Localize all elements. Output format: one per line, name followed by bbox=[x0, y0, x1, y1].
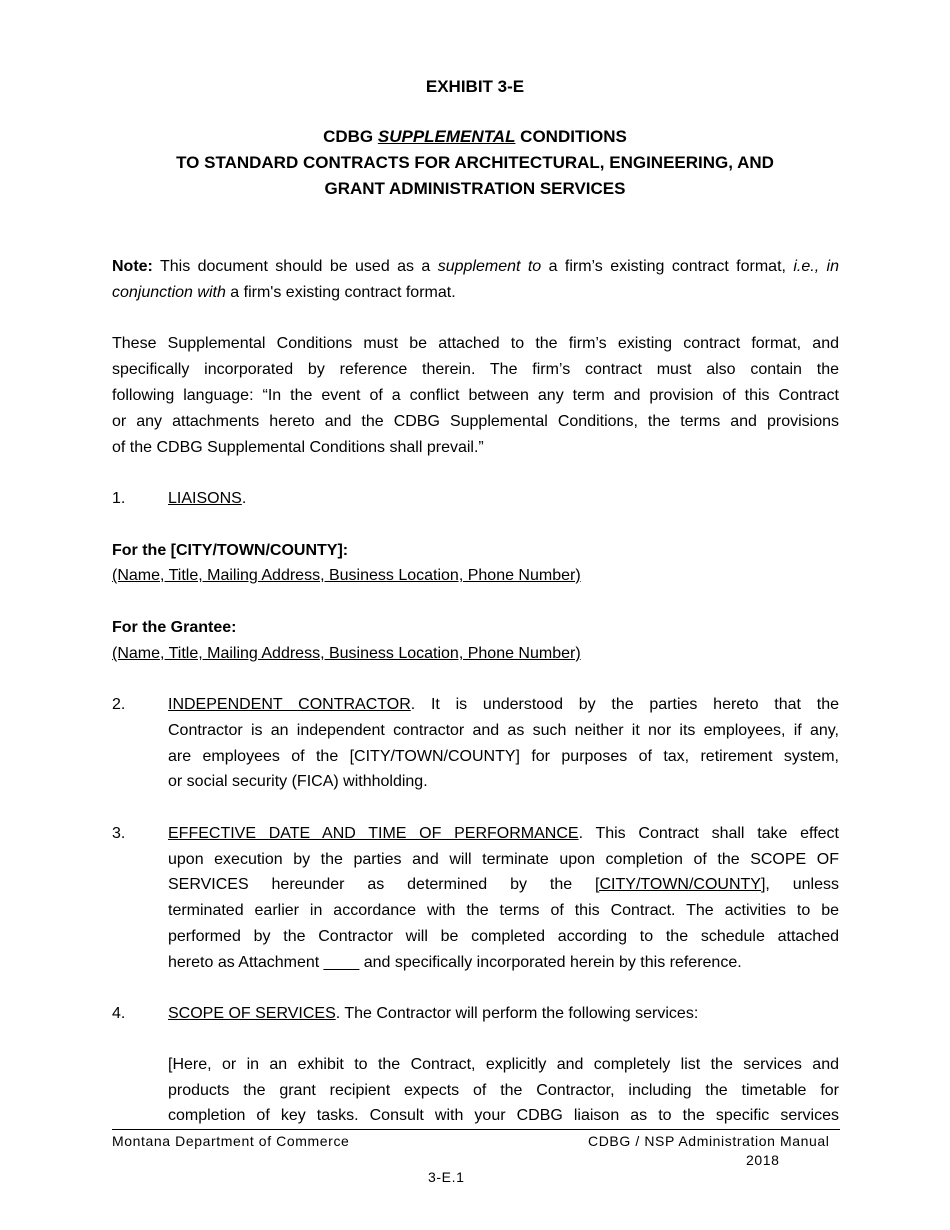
note-label: Note: bbox=[112, 258, 153, 275]
exhibit-heading: EXHIBIT 3-E bbox=[425, 77, 525, 96]
section-2-number: 2. bbox=[112, 696, 126, 713]
grantee-label: For the Grantee: bbox=[112, 619, 237, 636]
supplemental-word: SUPPLEMENTAL bbox=[377, 127, 516, 146]
title-line-3: GRANT ADMINISTRATION SERVICES bbox=[324, 179, 626, 198]
title-line-1: CDBG SUPPLEMENTAL CONDITIONS bbox=[323, 127, 627, 146]
section-3-line-6: hereto as Attachment ____ and specifically incorporated herein by this reference. bbox=[168, 954, 742, 971]
note-line-2: conjunction with a firm's existing contract format. bbox=[112, 284, 456, 301]
section-3-line-1: EFFECTIVE DATE AND TIME OF PERFORMANCE. This Contract shall take effect bbox=[168, 825, 839, 842]
section-2-line-2: Contractor is an independent contractor and as such neither it nor its employees, if any, bbox=[168, 722, 839, 739]
para-line-2: specifically incorporated by reference therein. The firm’s contract must also contain the bbox=[112, 361, 839, 378]
section-1-heading: LIAISONS. bbox=[168, 490, 247, 507]
footer-left: Montana Department of Commerce bbox=[112, 1133, 350, 1149]
section-2-line-3: are employees of the [CITY/TOWN/COUNTY] for purposes of tax, retirement system, bbox=[168, 748, 839, 765]
para-line-4: or any attachments hereto and the CDBG Supplemental Conditions, the terms and provisions bbox=[112, 413, 839, 430]
section-4-line-2: [Here, or in an exhibit to the Contract, explicitly and completely list the services and bbox=[168, 1056, 839, 1073]
section-2-line-1: INDEPENDENT CONTRACTOR. It is understood by the parties hereto that the bbox=[168, 696, 839, 713]
section-1-number: 1. bbox=[112, 490, 126, 507]
footer-year: 2018 bbox=[746, 1152, 780, 1168]
section-3-line-3: SERVICES hereunder as determined by the [CITY/TOWN/COUNTY], unless bbox=[168, 876, 840, 893]
section-2-line-4: or social security (FICA) withholding. bbox=[168, 773, 428, 790]
footer-divider bbox=[112, 1129, 840, 1130]
section-4-line-1: SCOPE OF SERVICES. The Contractor will perform the following services: bbox=[168, 1005, 699, 1022]
section-3-heading: EFFECTIVE DATE AND TIME OF PERFORMANCE bbox=[168, 825, 579, 842]
grantee-info: (Name, Title, Mailing Address, Business Location, Phone Number) bbox=[112, 645, 581, 662]
footer-right: CDBG / NSP Administration Manual bbox=[588, 1133, 830, 1149]
para-line-1: These Supplemental Conditions must be attached to the firm’s existing contract format, and bbox=[112, 335, 839, 352]
section-3-line-4: terminated earlier in accordance with the terms of this Contract. The activities to be bbox=[168, 902, 839, 919]
section-2-heading: INDEPENDENT CONTRACTOR bbox=[168, 696, 411, 713]
section-4-heading: SCOPE OF SERVICES bbox=[168, 1005, 336, 1022]
section-3-line-5: performed by the Contractor will be completed according to the schedule attached bbox=[168, 928, 839, 945]
city-info: (Name, Title, Mailing Address, Business Location, Phone Number) bbox=[112, 567, 581, 584]
section-3-number: 3. bbox=[112, 825, 126, 842]
note-line-1: Note: This document should be used as a supplement to a firm’s existing contract format, i.e., in bbox=[112, 258, 839, 275]
city-label: For the [CITY/TOWN/COUNTY]: bbox=[112, 542, 349, 559]
para-line-3: following language: “In the event of a conflict between any term and provision of this Contract bbox=[112, 387, 839, 404]
para-line-5: of the CDBG Supplemental Conditions shall prevail.” bbox=[112, 439, 484, 456]
section-4-line-3: products the grant recipient expects of the Contractor, including the timetable for bbox=[168, 1082, 839, 1099]
section-3-line-2: upon execution by the parties and will terminate upon completion of the SCOPE OF bbox=[168, 851, 839, 868]
section-4-line-4: completion of key tasks. Consult with your CDBG liaison as to the specific services bbox=[168, 1107, 839, 1124]
section-4-number: 4. bbox=[112, 1005, 126, 1022]
page-number: 3-E.1 bbox=[428, 1169, 465, 1185]
title-line-2: TO STANDARD CONTRACTS FOR ARCHITECTURAL, ENGINEERING, AND bbox=[176, 153, 774, 172]
